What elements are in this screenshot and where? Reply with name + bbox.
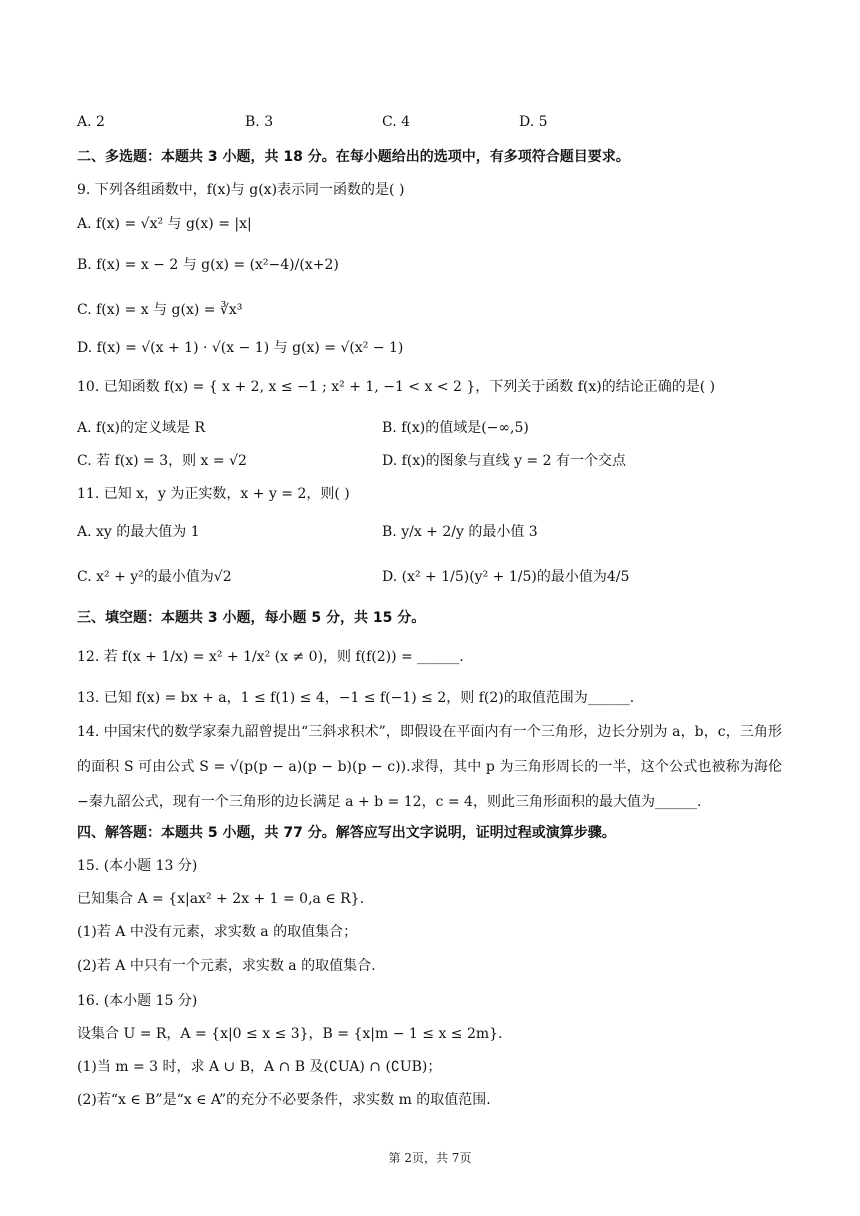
q13-stem: 13. 已知 f(x) = bx + a，1 ≤ f(1) ≤ 4，−1 ≤ f(−1) ≤ 2，则 f(2)的取值范围为______. [77,690,635,706]
q10-option-d: D. f(x)的图象与直线 y = 2 有一个交点 [382,453,626,469]
q14-stem: 14. 中国宋代的数学家秦九韶曾提出“三斜求积术”，即假设在平面内有一个三角形，边长分别为 a，b，c，三角形的面积 S 可由公式 S = √(p(p − a)(p − b)(p − c)).求得，其中 p 为三角形周长的一半，这个公式也被称为海伦−秦九韶公式，现有一个三角形的边长满足 a + b = 12，c = 4，则此三角形面积的最大值为______. [77,724,782,810]
q9-stem: 9. 下列各组函数中，f(x)与 g(x)表示同一函数的是( ) [77,182,405,198]
q8-option-d: D. 5 [519,114,548,130]
q11-option-a: A. xy 的最大值为 1 [77,524,200,540]
q9-option-d: D. f(x) = √(x + 1) · √(x − 1) 与 g(x) = √(x² − 1) [77,340,404,356]
q16-part-1: (1)当 m = 3 时，求 A ∪ B，A ∩ B 及(∁UA) ∩ (∁UB)； [77,1059,442,1075]
q16-part-2: (2)若“x ∈ B”是“x ∈ A”的充分不必要条件，求实数 m 的取值范围. [77,1092,491,1108]
q8-option-b: B. 3 [245,114,274,130]
q9-option-a: A. f(x) = √x² 与 g(x) = |x| [77,216,252,232]
q12-stem: 12. 若 f(x + 1/x) = x² + 1/x² (x ≠ 0)，则 f(f(2)) = ______. [77,649,464,665]
q15-stem: 已知集合 A = {x|ax² + 2x + 1 = 0,a ∈ R}. [77,891,365,907]
q11-option-c: C. x² + y²的最小值为√2 [77,569,232,585]
section-2-header: 二、多选题：本题共 3 小题，共 18 分。在每小题给出的选项中，有多项符合题目要求。 [77,149,630,165]
q16-stem: 设集合 U = R，A = {x|0 ≤ x ≤ 3}，B = {x|m − 1 ≤ x ≤ 2m}. [77,1026,503,1042]
q11-option-b: B. y/x + 2/y 的最小值 3 [382,524,538,540]
q9-option-c: C. f(x) = x 与 g(x) = ∛x³ [77,302,243,318]
q10-option-c: C. 若 f(x) = 3，则 x = √2 [77,453,247,469]
section-3-header: 三、填空题：本题共 3 小题，每小题 5 分，共 15 分。 [77,610,426,626]
q8-option-a: A. 2 [77,114,105,130]
q15-part-2: (2)若 A 中只有一个元素，求实数 a 的取值集合. [77,958,376,974]
q9-option-b: B. f(x) = x − 2 与 g(x) = (x²−4)/(x+2) [77,257,339,273]
q8-option-c: C. 4 [382,114,411,130]
section-4-header: 四、解答题：本题共 5 小题，共 77 分。解答应写出文字说明，证明过程或演算步骤。 [77,825,616,841]
q11-stem: 11. 已知 x，y 为正实数，x + y = 2，则( ) [77,486,350,502]
q16-title: 16. (本小题 15 分) [77,993,198,1009]
page-footer: 第 2页，共 7页 [388,1151,472,1165]
q15-title: 15. (本小题 13 分) [77,858,198,874]
q10-option-b: B. f(x)的值域是(−∞,5) [382,420,529,436]
q10-stem: 10. 已知函数 f(x) = { x + 2, x ≤ −1 ; x² + 1, −1 < x < 2 }，下列关于函数 f(x)的结论正确的是( ) [77,379,716,395]
q15-part-1: (1)若 A 中没有元素，求实数 a 的取值集合； [77,924,358,940]
q10-option-a: A. f(x)的定义域是 R [77,420,206,436]
q11-option-d: D. (x² + 1/5)(y² + 1/5)的最小值为4/5 [382,569,630,585]
